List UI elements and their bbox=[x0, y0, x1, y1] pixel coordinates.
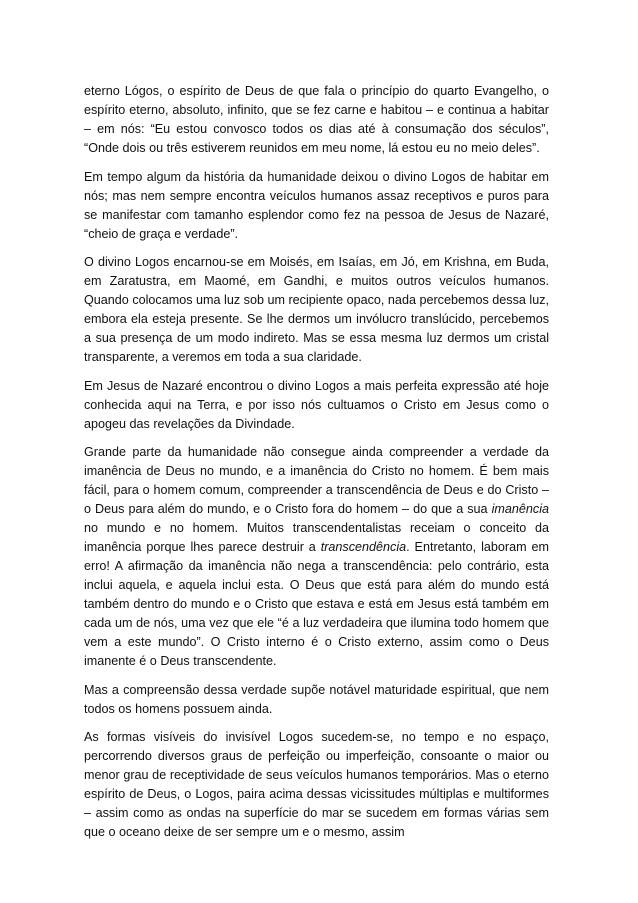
italic-term-transcendencia: transcendência bbox=[320, 540, 407, 554]
paragraph-7: As formas visíveis do invisível Logos sucedem-se, no tempo e no espaço, percorrendo diversos graus de perfeição ou imperfeição, consoante o maior ou menor grau de receptividade de seus veículos humanos temporários. Mas o eterno espírito de Deus, o Logos, paira acima dessas vicissitudes múltiplas e multiformes – assim como as ondas na superfície do mar se sucedem em formas várias sem que o oceano deixe de ser sempre um e o mesmo, assim bbox=[84, 730, 549, 839]
paragraph-1: eterno Lógos, o espírito de Deus de que fala o princípio do quarto Evangelho, o espírito eterno, absoluto, infinito, que se fez carne e habitou – e continua a habitar – em nós: “Eu estou convosco todos os dias até à consumação dos séculos”, “Onde dois ou três estiverem reunidos em meu nome, lá estou eu no meio deles”. bbox=[84, 84, 549, 155]
paragraph-5-text-c: . Entretanto, laboram em erro! A afirmação da imanência não nega a transcendência: pelo contrário, esta inclui aquela, e aquela inclui esta. O Deus que está para além do mundo está também dentro do mundo e o Cristo que estava e está em Jesus está também em cada um de nós, uma vez que ele “é a luz verdadeira que ilumina todo homem que vem a este mundo”. O Cristo interno é o Cristo externo, assim como o Deus imanente é o Deus transcendente. bbox=[84, 540, 549, 668]
document-page bbox=[84, 82, 549, 842]
paragraph-5-text-b: no mundo e no homem. Muitos transcendentalistas receiam o conceito da imanência porque lhes parece destruir a bbox=[84, 521, 549, 554]
italic-term-imanencia: imanência bbox=[491, 502, 549, 516]
paragraph-3: O divino Logos encarnou-se em Moisés, em Isaías, em Jó, em Krishna, em Buda, em Zaratustra, em Maomé, em Gandhi, e muitos outros veículos humanos. Quando colocamos uma luz sob um recipiente opaco, nada percebemos dessa luz, embora ela esteja presente. Se lhe dermos um invólucro translúcido, percebemos a sua presença de um modo indireto. Mas se essa mesma luz dermos um cristal transparente, a veremos em toda a sua claridade. bbox=[84, 255, 549, 364]
paragraph-2: Em tempo algum da história da humanidade deixou o divino Logos de habitar em nós; mas nem sempre encontra veículos humanos assaz receptivos e puros para se manifestar com tamanho esplendor como fez na pessoa de Jesus de Nazaré, “cheio de graça e verdade”. bbox=[84, 169, 549, 241]
paragraph-6: Mas a compreensão dessa verdade supõe notável maturidade espiritual, que nem todos os homens possuem ainda. bbox=[84, 682, 549, 716]
paragraph-5-text-a: Grande parte da humanidade não consegue ainda compreender a verdade da imanência de Deus no mundo, e a imanência do Cristo no homem. É bem mais fácil, para o homem comum, compreender a transcendência de Deus e do Cristo – o Deus para além do mundo, e o Cristo fora do homem – do que a sua bbox=[84, 445, 549, 516]
paragraph-4: Em Jesus de Nazaré encontrou o divino Logos a mais perfeita expressão até hoje conhecida aqui na Terra, e por isso nós cultuamos o Cristo em Jesus como o apogeu das revelações da Divindade. bbox=[84, 378, 549, 431]
paragraph-5 bbox=[84, 443, 549, 671]
